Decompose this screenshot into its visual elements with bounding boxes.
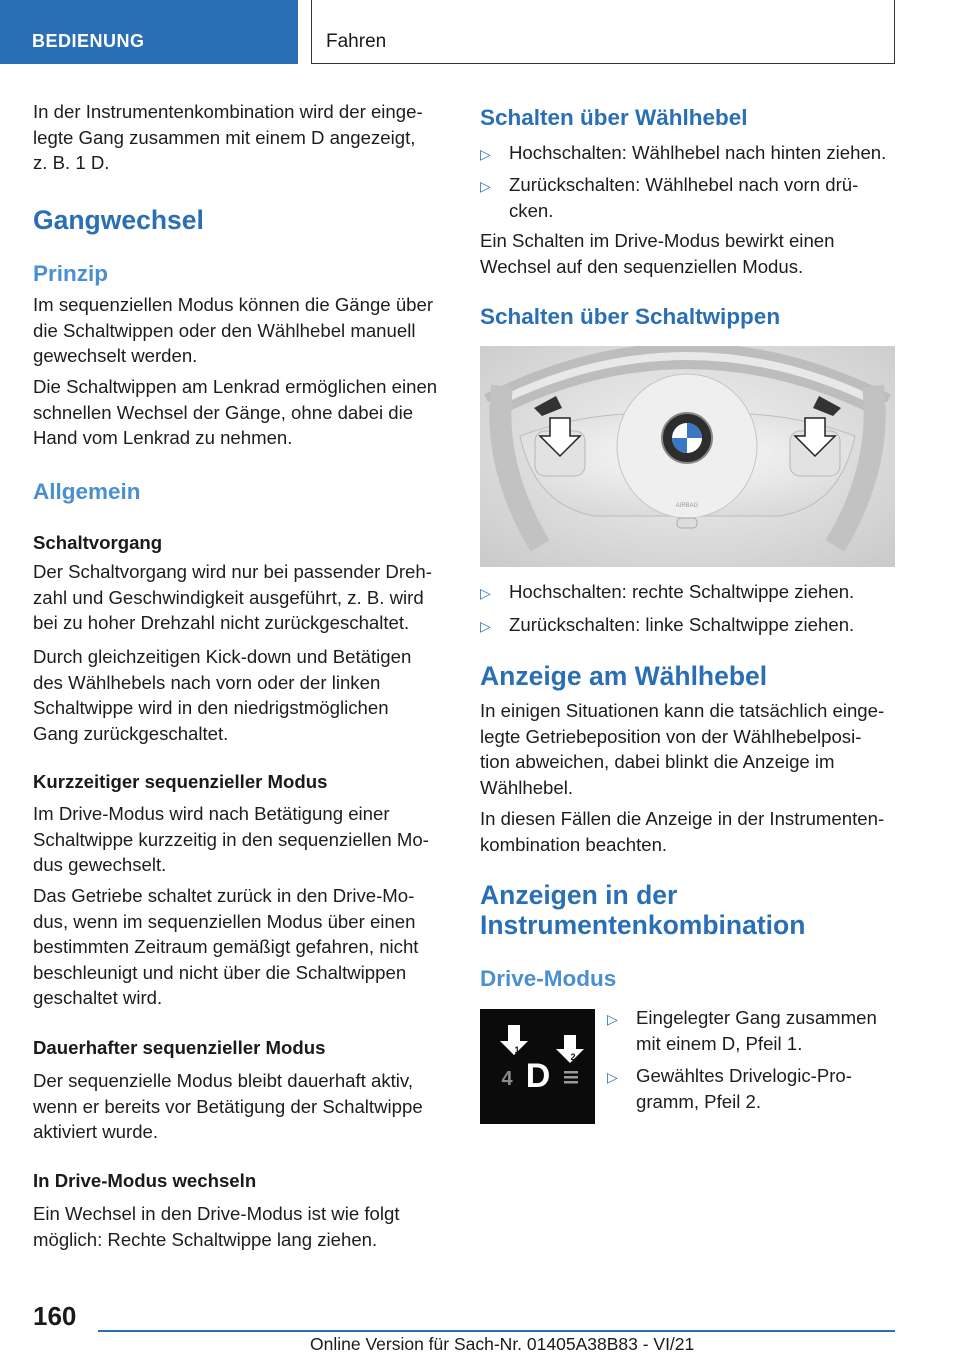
list-item xyxy=(480,612,854,638)
heading-kurzzeitiger-modus: Kurzzeitiger sequenzieller Modus xyxy=(33,771,328,792)
list-item xyxy=(480,172,858,223)
dauer-paragraph xyxy=(33,1068,423,1145)
text-line: Wählhebel. xyxy=(480,776,574,798)
text-line: Anzeigen in der xyxy=(480,880,678,910)
text-line: In der Instrumentenkombination wird der einge- xyxy=(33,101,423,122)
arrow-2-label: 2 xyxy=(570,1052,576,1062)
triangle-right-icon: ▷ xyxy=(480,585,491,601)
kurz-paragraph-2 xyxy=(33,883,418,1011)
text-line: Im sequenziellen Modus können die Gänge über xyxy=(33,294,434,315)
text-line: Wechsel auf den sequenziellen Modus. xyxy=(480,255,804,277)
text-line: Instrumentenkombination xyxy=(480,910,806,940)
list-item xyxy=(607,1063,897,1114)
section-tab xyxy=(0,0,298,64)
heading-prinzip: Prinzip xyxy=(33,261,109,286)
text-line: Der Schaltvorgang wird nur bei passender Dreh- xyxy=(33,561,432,582)
text-line: tion abweichen, dabei blinkt die Anzeige im xyxy=(480,751,835,772)
text-line: Eingelegter Gang zusammen xyxy=(636,1007,877,1028)
list-item xyxy=(480,140,886,166)
heading-schaltvorgang: Schaltvorgang xyxy=(33,532,163,553)
text-line: In diesen Fällen die Anzeige in der Instrumenten- xyxy=(480,808,885,829)
drivelogic-icon xyxy=(564,1071,578,1084)
text-line: aktiviert wurde. xyxy=(33,1121,159,1142)
text-line: des Wählhebels nach vorn oder der linken xyxy=(33,671,381,693)
section-label: BEDIENUNG xyxy=(32,31,145,51)
heading-dauerhafter-modus: Dauerhafter sequenzieller Modus xyxy=(33,1037,326,1058)
text-line: legte Gang zusammen mit einem D angezeigt, xyxy=(33,126,416,148)
arrow-1-label: 1 xyxy=(514,1045,520,1055)
steering-wheel-image xyxy=(480,346,895,567)
text-line: Das Getriebe schaltet zurück in den Drive-Mo- xyxy=(33,885,415,906)
chapter-label: Fahren xyxy=(326,31,387,52)
kurz-paragraph-1 xyxy=(33,801,429,878)
text-line: dus gewechselt. xyxy=(33,854,167,875)
text-line: legte Getriebeposition von der Wählhebelposi- xyxy=(480,725,862,747)
intro-paragraph xyxy=(33,99,423,176)
text-line: Zurückschalten: linke Schaltwippe ziehen. xyxy=(509,614,855,635)
text-line: schnellen Wechsel der Gänge, ohne dabei die xyxy=(33,401,414,423)
text-line: Ein Schalten im Drive-Modus bewirkt einen xyxy=(480,230,835,251)
text-line: In einigen Situationen kann die tatsächlich einge- xyxy=(480,700,885,721)
text-line: Im Drive-Modus wird nach Betätigung einer xyxy=(33,803,390,824)
text-line: gewechselt werden. xyxy=(33,345,198,366)
anzeige-paragraph-1 xyxy=(480,698,884,800)
drive-display-image xyxy=(480,1009,595,1124)
text-line: cken. xyxy=(509,199,554,221)
text-line: Der sequenzielle Modus bleibt dauerhaft aktiv, xyxy=(33,1070,414,1091)
text-line: Hand vom Lenkrad zu nehmen. xyxy=(33,427,293,448)
heading-anzeige-waehlhebel: Anzeige am Wählhebel xyxy=(480,661,768,691)
drive-paragraph xyxy=(33,1201,400,1252)
text-line: gramm, Pfeil 2. xyxy=(636,1090,762,1112)
drive-mode-letter: D xyxy=(525,1057,551,1095)
chapter-tab xyxy=(311,0,895,64)
text-line: die Schaltwippen oder den Wählhebel manuell xyxy=(33,319,416,341)
text-line: Hochschalten: rechte Schaltwippe ziehen. xyxy=(509,581,855,602)
waehl-paragraph xyxy=(480,228,834,279)
triangle-right-icon: ▷ xyxy=(480,146,491,162)
text-line: zahl und Geschwindigkeit ausgeführt, z. B. wird xyxy=(33,586,424,608)
page-number: 160 xyxy=(33,1301,77,1331)
airbag-label: AIRBAG xyxy=(675,503,699,509)
text-line: kombination beachten. xyxy=(480,833,668,855)
text-line: dus, wenn im sequenziellen Modus über einen xyxy=(33,910,416,932)
text-line: mit einem D, Pfeil 1. xyxy=(636,1032,803,1054)
text-line: möglich: Rechte Schaltwippe lang ziehen. xyxy=(33,1228,378,1250)
text-line: beschleunigt und nicht über die Schaltwippen xyxy=(33,961,407,983)
text-line: bestimmten Zeitraum gemäßigt gefahren, nicht xyxy=(33,936,419,957)
schaltvorgang-paragraph-2 xyxy=(33,644,411,746)
text-line: Die Schaltwippen am Lenkrad ermöglichen einen xyxy=(33,376,438,397)
heading-drive-modus: Drive-Modus xyxy=(480,966,617,991)
text-line: Gewähltes Drivelogic-Pro- xyxy=(636,1065,852,1086)
text-line: z. B. 1 D. xyxy=(33,152,110,173)
text-line: geschaltet wird. xyxy=(33,987,163,1008)
heading-schalten-waehlhebel: Schalten über Wählhebel xyxy=(480,105,748,130)
text-line: Hochschalten: Wählhebel nach hinten ziehen. xyxy=(509,142,887,163)
text-line: Gang zurückgeschaltet. xyxy=(33,722,229,744)
anzeige-paragraph-2 xyxy=(480,806,884,857)
triangle-right-icon: ▷ xyxy=(607,1069,618,1085)
schaltvorgang-paragraph-1 xyxy=(33,559,432,636)
triangle-right-icon: ▷ xyxy=(480,178,491,194)
heading-drive-modus-wechseln: In Drive-Modus wechseln xyxy=(33,1170,257,1191)
gear-number: 4 xyxy=(501,1068,513,1090)
text-line: wenn er bereits vor Betätigung der Schaltwippe xyxy=(33,1095,423,1117)
text-line: Zurückschalten: Wählhebel nach vorn drü- xyxy=(509,174,859,195)
prinzip-paragraph-2 xyxy=(33,374,437,451)
text-line: Ein Wechsel in den Drive-Modus ist wie folgt xyxy=(33,1203,400,1224)
triangle-right-icon: ▷ xyxy=(607,1011,618,1027)
heading-schalten-schaltwippen: Schalten über Schaltwippen xyxy=(480,304,781,329)
list-item xyxy=(607,1005,897,1056)
prinzip-paragraph-1 xyxy=(33,292,433,369)
list-item xyxy=(480,579,854,605)
text-line: Durch gleichzeitigen Kick-down und Betätigen xyxy=(33,646,412,667)
triangle-right-icon: ▷ xyxy=(480,618,491,634)
heading-gangwechsel: Gangwechsel xyxy=(33,205,204,235)
heading-allgemein: Allgemein xyxy=(33,479,141,504)
heading-anzeigen-instrumentenkombination xyxy=(480,880,805,940)
text-line: bei zu hoher Drehzahl nicht zurückgeschaltet. xyxy=(33,612,410,633)
text-line: Schaltwippe wird in den niedrigstmöglichen xyxy=(33,697,389,718)
online-version-link[interactable]: Online Version für Sach-Nr. 01405A38B83 - VI/21 xyxy=(310,1334,695,1354)
footer-divider xyxy=(98,1330,895,1332)
text-line: Schaltwippe kurzzeitig in den sequenziellen Mo- xyxy=(33,828,429,850)
